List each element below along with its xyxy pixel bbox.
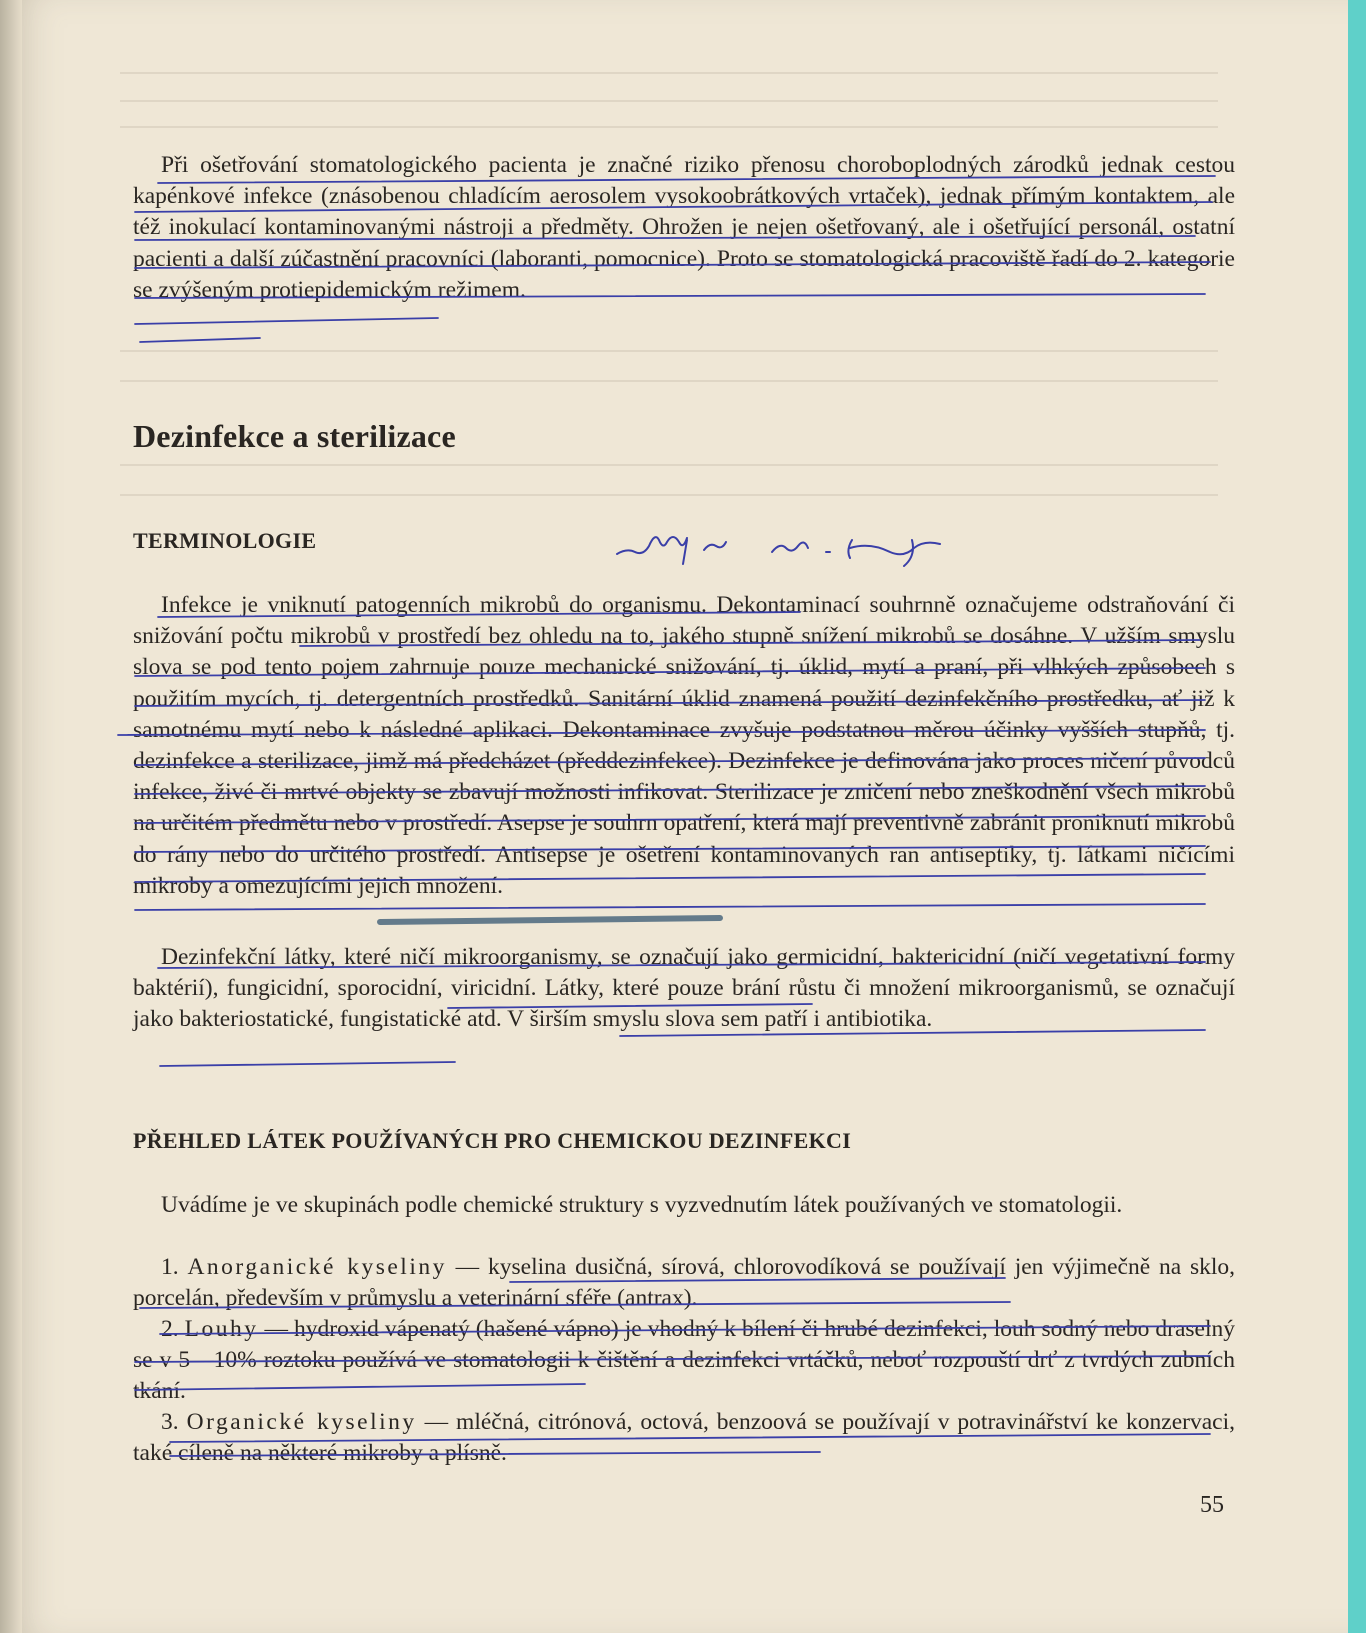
list-item-term: Louhy: [184, 1316, 259, 1342]
list-item: [133, 1407, 1235, 1469]
list-item-text: [133, 1252, 1235, 1314]
terminology-heading: TERMINOLOGIE: [133, 528, 317, 553]
disinfectant-text: Dezinfekční látky, které ničí mikroorganismy, se označují jako germicidní, baktericidní (ničí vegetativní formy baktérií), fungicidní, sporocidní, viricidní. Látky, které pouze brání růstu či množení mikroorganismů, se označují jako bakteriostatické, fungistatické atd. V širším smyslu slova sem patří i antibiotika.: [133, 944, 1235, 1033]
show-through-line: [120, 464, 1218, 466]
show-through-line: [120, 380, 1218, 382]
list-item-text: [133, 1407, 1235, 1469]
show-through-line: [120, 350, 1218, 352]
intro-paragraph: [133, 150, 1235, 306]
terminology-text: Infekce je vniknutí patogenních mikrobů do organismu. Dekontaminací souhrnně označujeme odstraňování či snižování počtu mikrobů v prostředí bez ohledu na to, jakého stupně snížení mikrobů se dosáhne. V užším smyslu slova se pod tento pojem zahrnuje pouze mechanické snižování, tj. úklid, mytí a praní, při vlhkých způsobech s použitím mycích, tj. detergentních prostředků. Sanitární úklid znamená použití dezinfekčního prostředku, ať již k samotnému mytí nebo k následné aplikaci. Dekontaminace zvyšuje podstatnou měrou účinky vyšších stupňů, tj. dezinfekce a sterilizace, jimž má předcházet (předdezinfekce). Dezinfekce je definována jako proces ničení původců infekce, živé či mrtvé objekty se zbavují možnosti infikovat. Sterilizace je zničení nebo zneškodnění všech mikrobů na určitém předmětu nebo v prostředí. Asepse je souhrn opatření, která mají preventivně zabránit proniknutí mikrobů do rány nebo do určitého prostředí. Antisepse je ošetření kontaminovaných ran antiseptiky, tj. látkami ničícími mikroby a omezujícími jejich množení.: [133, 592, 1235, 899]
list-item-description: — kyselina dusičná, sírová, chlorovodíková se používají jen výjimečně na sklo, porcelán, především v průmyslu a veterinární sféře (antrax).: [133, 1254, 1236, 1312]
intro-text: Při ošetřování stomatologického pacienta je značné riziko přenosu choroboplodných zárodků jednak cestou kapénkové infekce (znásobenou chladícím aerosolem vysokoobrátkových vrtaček), jednak přímým kontaktem, ale též inokulací kontaminovanými nástroji a předměty. Ohrožen je nejen ošetřovaný, ale i ošetřující personál, ostatní pacienti a další zúčastnění pracovníci (laboranti, pomocnice). Proto se stomatologická pracoviště řadí do 2. kategorie se zvýšeným protiepidemickým režimem.: [133, 152, 1235, 303]
show-through-line: [120, 494, 1218, 496]
page-spine-shadow: [0, 0, 22, 1633]
overview-heading: PŘEHLED LÁTEK POUŽÍVANÝCH PRO CHEMICKOU DEZINFEKCI: [133, 1128, 852, 1153]
list-item-number: 2.: [161, 1316, 179, 1342]
list-item-text: [133, 1314, 1235, 1408]
terminology-paragraph: [133, 590, 1235, 902]
show-through-line: [120, 126, 1218, 128]
page-number: 55: [1200, 1492, 1224, 1518]
show-through-line: [120, 100, 1218, 102]
list-item-term: Anorganické kyseliny: [187, 1254, 447, 1280]
list-item: [133, 1314, 1235, 1408]
list-item-description: — mléčná, citrónová, octová, benzoová se používají v potravinářství ke konzervaci, také cíleně na některé mikroby a plísně.: [133, 1409, 1236, 1467]
overview-intro: [133, 1190, 1235, 1221]
list-item-number: 3.: [161, 1409, 179, 1435]
list-item-description: — hydroxid vápenatý (hašené vápno) je vhodný k bílení či hrubé dezinfekci, louh sodný nebo draselný se v 5—10% roztoku používá ve stomatologii k čištění a dezinfekci vrtáčků, neboť rozpouští drť z tvrdých zubních tkání.: [133, 1316, 1235, 1405]
section-title: Dezinfekce a sterilizace: [133, 418, 456, 454]
overview-intro-text: Uvádíme je ve skupinách podle chemické struktury s vyzvednutím látek používaných ve stomatologii.: [161, 1192, 1123, 1218]
list-item: [133, 1252, 1235, 1314]
list-item-term: Organické kyseliny: [186, 1409, 417, 1435]
list-item-number: 1.: [161, 1254, 179, 1280]
disinfectant-paragraph: [133, 942, 1235, 1036]
show-through-line: [120, 72, 1218, 74]
handwritten-note-scribble: [612, 520, 992, 570]
